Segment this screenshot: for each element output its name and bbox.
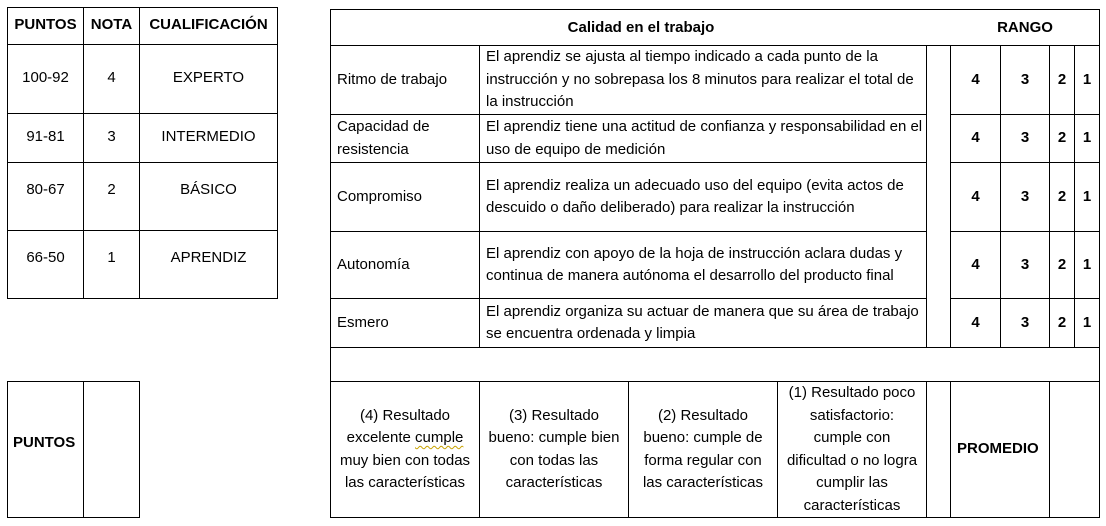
- legend-1: (1) Resultado poco satisfactorio: cumple con dificultad o no logra cumplir las características: [786, 384, 918, 514]
- score-3[interactable]: 3: [1020, 129, 1030, 147]
- grade-row-puntos: 66-50: [26, 248, 65, 266]
- grade-row-cualificacion: BÁSICO: [180, 180, 237, 198]
- header-nota: NOTA: [90, 16, 133, 34]
- criterion-description: El aprendiz con apoyo de la hoja de instrucción aclara dudas y continua de manera autónoma el desarrollo del producto final: [486, 244, 903, 284]
- legend-4-word: cumple: [415, 429, 464, 446]
- promedio-value-cell[interactable]: [1050, 382, 1099, 517]
- grade-row-nota: 2: [107, 180, 116, 198]
- criterion-name: Esmero: [337, 313, 389, 331]
- score-4[interactable]: 4: [971, 187, 980, 205]
- grade-row-puntos: 100-92: [22, 69, 69, 87]
- criterion-description: El aprendiz organiza su actuar de manera que su área de trabajo se encuentra ordenada y limpia: [486, 302, 919, 342]
- score-3[interactable]: 3: [1020, 187, 1030, 205]
- quality-divider: [926, 45, 927, 347]
- legend-4-post: muy bien con todas las características: [339, 451, 471, 491]
- score-1[interactable]: 1: [1082, 255, 1092, 273]
- rango-label: RANGO: [997, 18, 1053, 36]
- legend-2: (2) Resultado bueno: cumple de forma regular con las características: [642, 406, 764, 491]
- promedio-label: PROMEDIO: [957, 440, 1039, 458]
- score-3[interactable]: 3: [1020, 313, 1030, 331]
- grade-row-puntos: 91-81: [26, 128, 65, 146]
- score-1[interactable]: 1: [1082, 313, 1092, 331]
- quality-divider: [926, 381, 927, 518]
- grade-row-cualificacion: EXPERTO: [172, 69, 245, 87]
- grade-row-nota: 3: [107, 128, 116, 146]
- header-cualificacion: CUALIFICACIÓN: [149, 16, 268, 34]
- score-1[interactable]: 1: [1082, 129, 1092, 147]
- legend-4-pre: (4) Resultado excelente: [346, 406, 451, 446]
- score-2[interactable]: 2: [1057, 70, 1067, 88]
- grade-row-nota: 4: [107, 69, 116, 87]
- legend-4: [331, 382, 479, 517]
- score-4[interactable]: 4: [971, 313, 980, 331]
- criterion-name: Capacidad de resistencia: [337, 118, 430, 158]
- criterion-name: Autonomía: [337, 255, 410, 273]
- score-2[interactable]: 2: [1057, 187, 1067, 205]
- grade-row-cualificacion: INTERMEDIO: [161, 128, 256, 146]
- score-2[interactable]: 2: [1057, 313, 1067, 331]
- score-2[interactable]: 2: [1057, 129, 1067, 147]
- score-1[interactable]: 1: [1082, 70, 1092, 88]
- score-1[interactable]: 1: [1082, 187, 1092, 205]
- criterion-name: Ritmo de trabajo: [337, 70, 448, 88]
- score-4[interactable]: 4: [971, 129, 980, 147]
- score-3[interactable]: 3: [1020, 255, 1030, 273]
- grade-row-puntos: 80-67: [26, 180, 65, 198]
- criterion-name: Compromiso: [337, 187, 423, 205]
- legend-3: (3) Resultado bueno: cumple bien con todas las características: [488, 406, 620, 491]
- quality-divider: [330, 347, 1100, 348]
- criterion-description: El aprendiz se ajusta al tiempo indicado a cada punto de la instrucción y no sobrepasa los 8 minutos para realizar el total de la instrucción: [486, 48, 914, 111]
- header-puntos: PUNTOS: [14, 16, 77, 34]
- score-2[interactable]: 2: [1057, 255, 1067, 273]
- score-3[interactable]: 3: [1020, 70, 1030, 88]
- quality-title: Calidad en el trabajo: [567, 18, 715, 36]
- score-4[interactable]: 4: [971, 255, 980, 273]
- legend-4-text: [339, 405, 471, 495]
- grade-row-cualificacion: APRENDIZ: [170, 248, 247, 266]
- criterion-description: El aprendiz tiene una actitud de confianza y responsabilidad en el uso de equipo de medición: [486, 118, 923, 158]
- grade-row-nota: 1: [107, 248, 116, 266]
- score-4[interactable]: 4: [971, 70, 980, 88]
- points-value-cell[interactable]: [84, 382, 139, 517]
- criterion-description: El aprendiz realiza un adecuado uso del equipo (evita actos de descuido o daño deliberado) para realizar la instrucción: [486, 176, 904, 216]
- points-label: PUNTOS: [13, 433, 76, 451]
